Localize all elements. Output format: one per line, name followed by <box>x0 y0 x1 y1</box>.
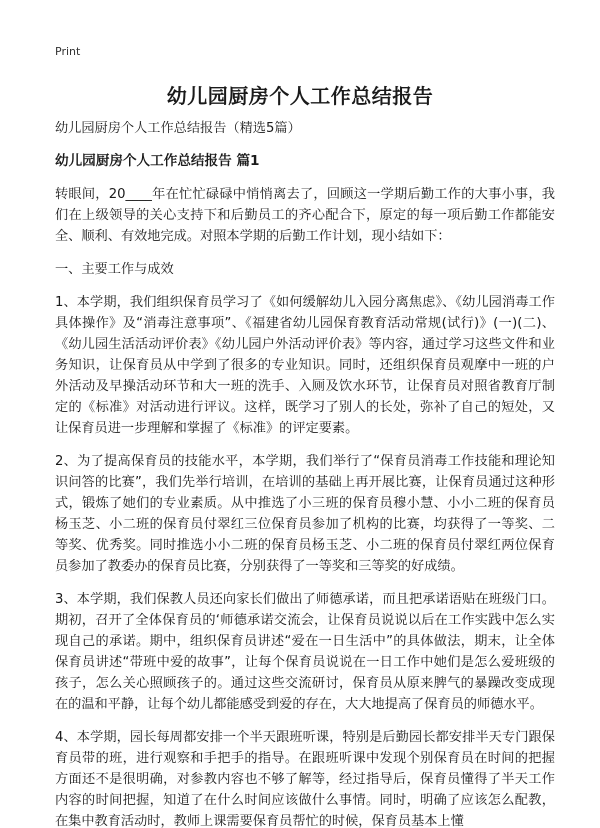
paragraph-intro: 转眼间，20____年在忙忙碌碌中悄悄离去了，回顾这一学期后勤工作的大事小事，我们在上级领导的关心支持下和后勤员工的齐心配合下，原定的每一项后勤工作都能安全、顺利、有效地完成。对照本学期的后勤工作计划，现小结如下： <box>55 187 555 244</box>
paragraph-section-title: 一、主要工作与成效 <box>55 262 174 277</box>
print-link[interactable]: Print <box>55 45 81 58</box>
paragraph-item-3: 3、本学期，我们保教人员还向家长们做出了师德承诺，而且把承诺语贴在班级门口。期初，召开了全体保育员的‘师德承诺交流会，让保育员说说以后在工作实践中怎么实现自己的承诺。期中，组织保育员讲述“爱在一日生活中”的具体做法，期末，让全体保育员讲述“带班中爱的故事”，让每个保育员说说在一日工作中她们是怎么爱班级的孩子，怎么关心照顾孩子的。通过这些交流研讨，保育员从原来脾气的暴躁改变成现在的温和平静，让每个幼儿都能感受到爱的存在，大大地提高了保育员的师德水平。 <box>55 592 555 712</box>
paragraph-item-4: 4、本学期，园长每周都安排一个半天跟班听课，特别是后勤园长都安排半天专门跟保育员带的班，进行观察和手把手的指导。在跟班听课中发现个别保育员在时间的把握方面还不是很明确，对参教内容也不够了解等，经过指导后，保育员懂得了半天工作内容的时间把握，知道了在什么时间应该做什么事情。同时，明确了应该怎么配教，在集中教育活动时，教师上课需要保育员帮忙的时候，保育员基本上懂 <box>55 730 555 828</box>
section-heading: 幼儿园厨房个人工作总结报告 篇1 <box>55 153 260 169</box>
document-title: 幼儿园厨房个人工作总结报告 <box>166 84 434 108</box>
paragraph-item-1: 1、本学期，我们组织保育员学习了《如何缓解幼儿入园分离焦虑》、《幼儿园消毒工作具体操作》及“消毒注意事项”、《福建省幼儿园保育教育活动常规(试行)》(一)(二)、《幼儿园生活活动评价表》《幼儿园户外活动评价表》等内容，通过学习这些文件和业务知识，让保育员从中学到了很多的专业知识。同时，还组织保育员观摩中一班的户外活动及早操活动环节和大一班的洗手、入厕及饮水环节，让保育员对照省教育厅制定的《标准》对活动进行评议。这样，既学习了别人的长处，弥补了自己的短处，又让保育员进一步理解和掌握了《标准》的评定要素。 <box>55 295 555 436</box>
paragraph-item-2: 2、为了提高保育员的技能水平，本学期，我们举行了“保育员消毒工作技能和理论知识问答的比赛”，我们先举行培训，在培训的基础上再开展比赛，让保育员通过这种形式，锻炼了她们的专业素质。从中推选了小三班的保育员穆小慧、小小二班的保育员杨玉芝、小二班的保育员付翠红三位保育员参加了机构的比赛，均获得了一等奖、二等奖、优秀奖。同时推选小小二班的保育员杨玉芝、小二班的保育员付翠红两位保育员参加了教委办的保育员比赛，分别获得了一等奖和三等奖的好成绩。 <box>55 454 555 574</box>
document-subtitle: 幼儿园厨房个人工作总结报告（精选5篇） <box>55 121 301 136</box>
document-body <box>55 118 555 828</box>
